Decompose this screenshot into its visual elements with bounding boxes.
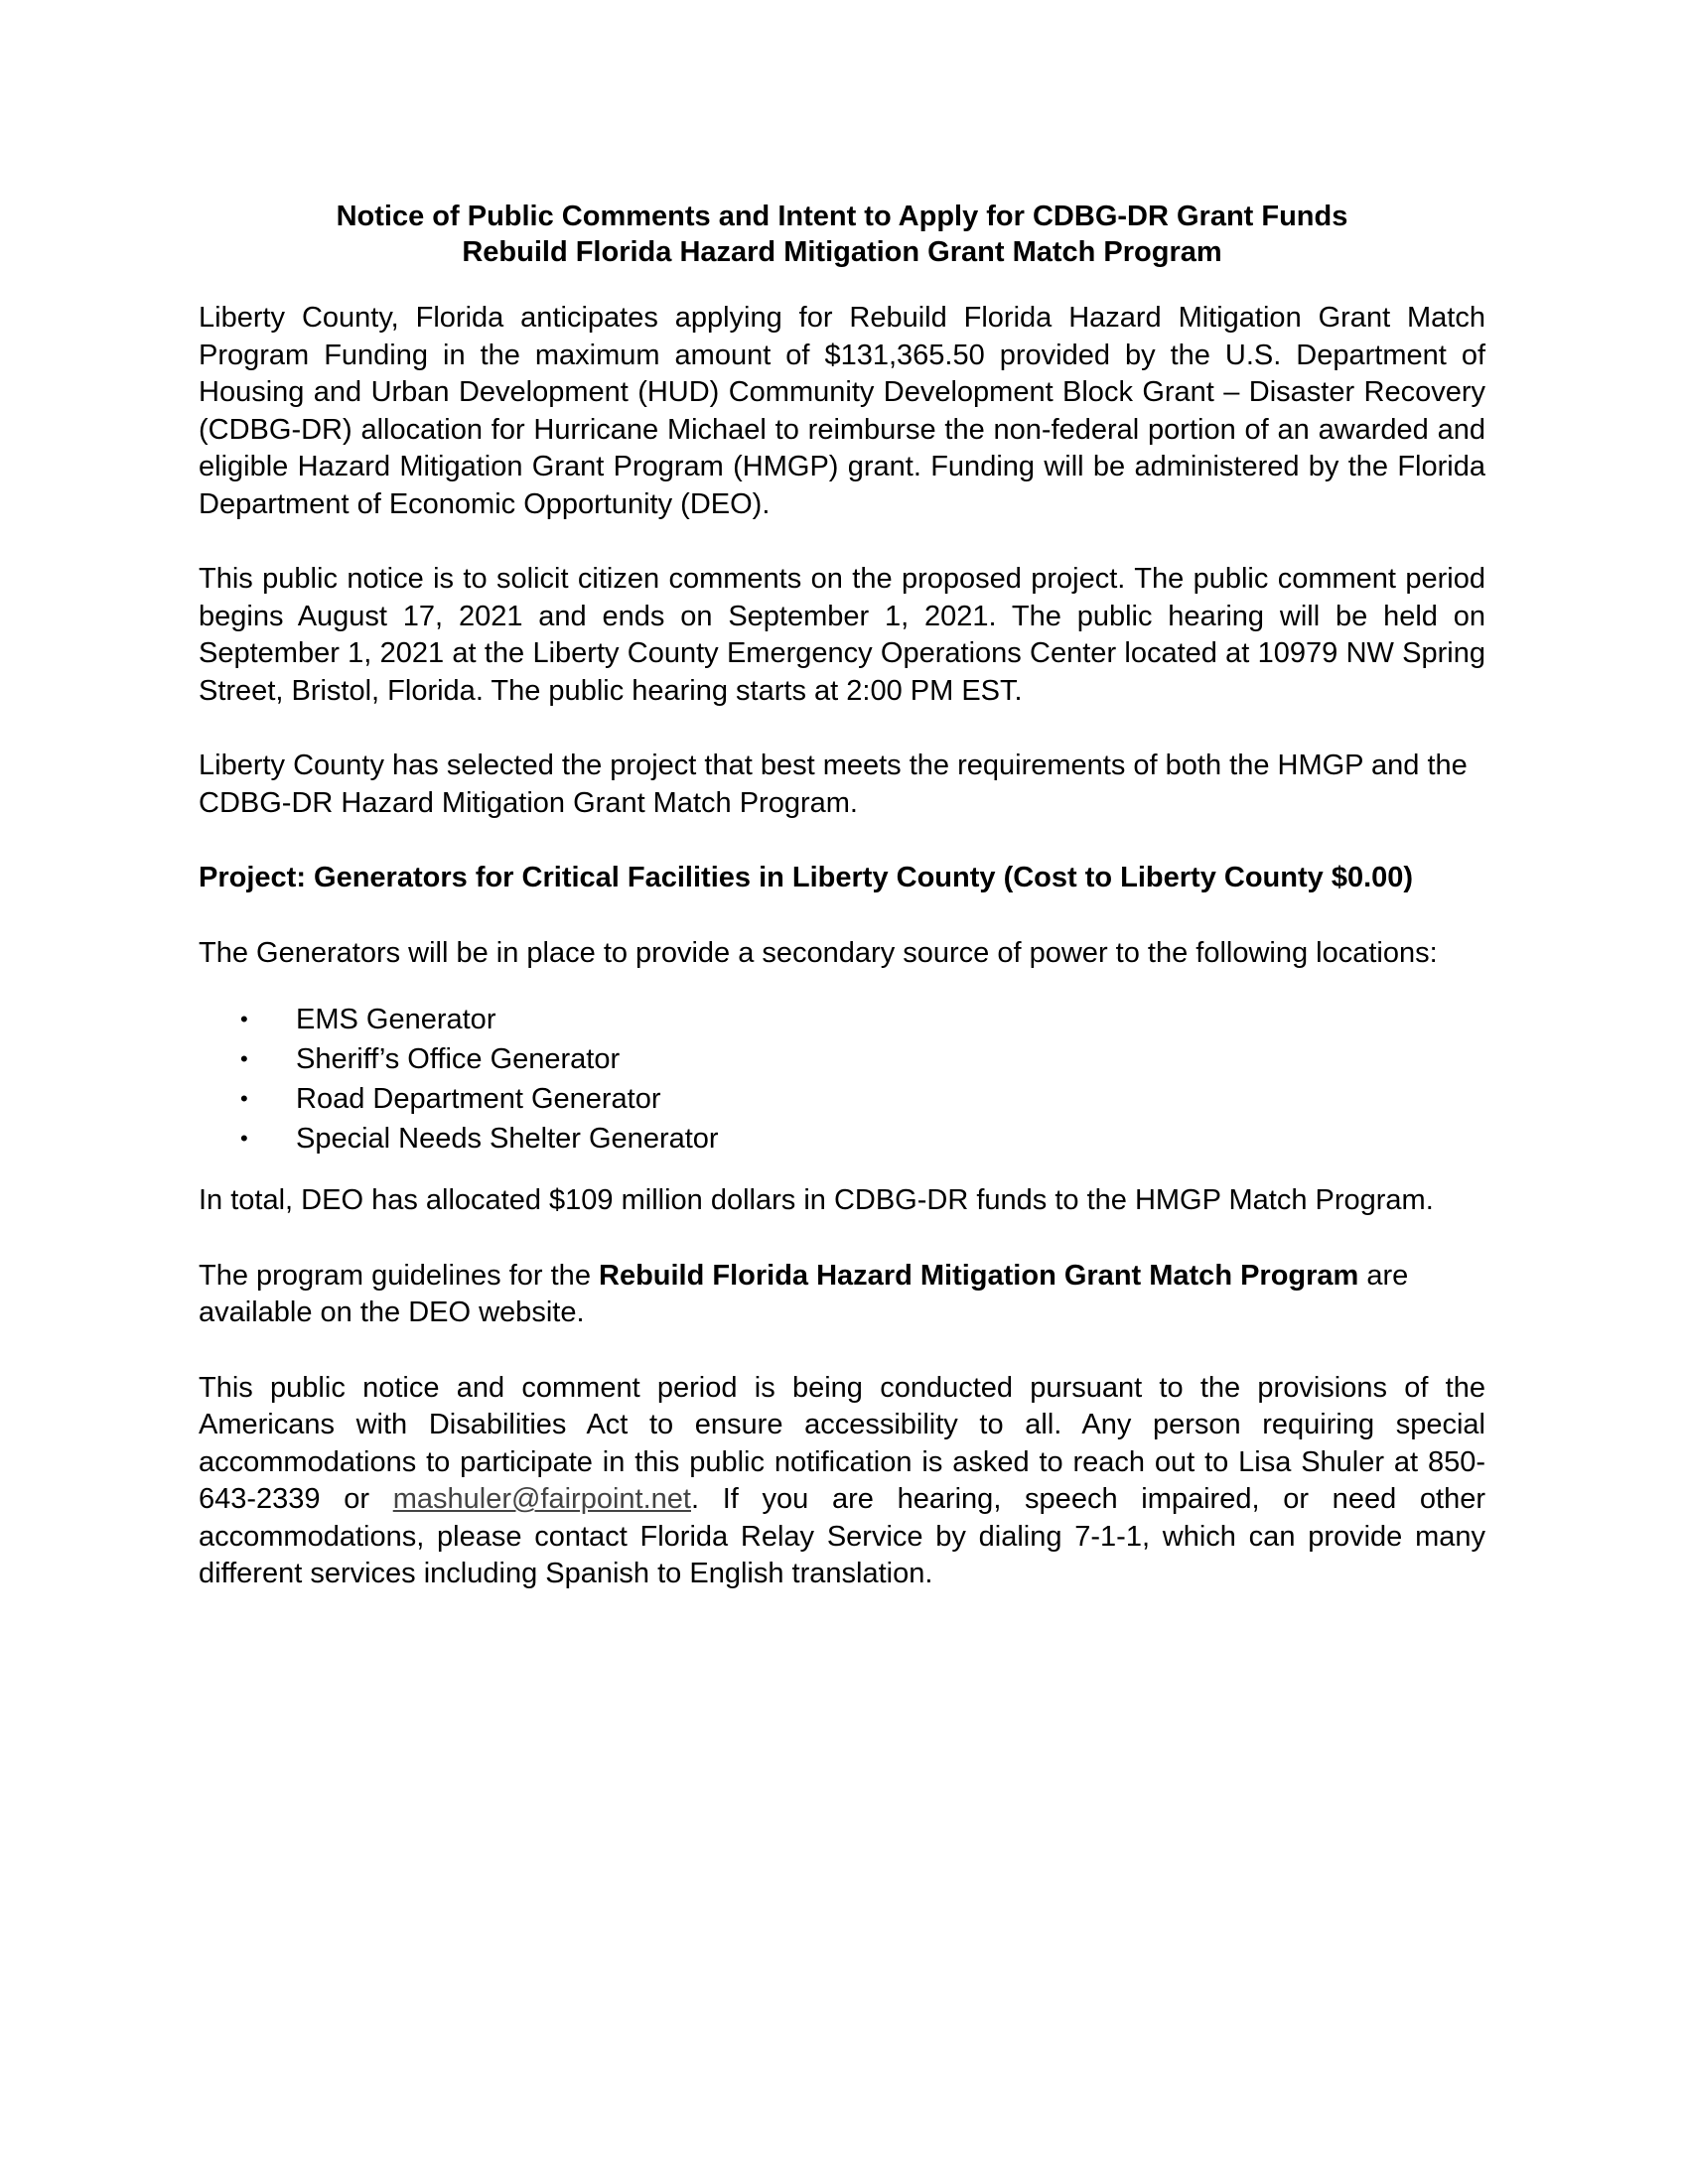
bullet-icon: • — [240, 1086, 248, 1111]
intro-paragraph: Liberty County, Florida anticipates applying for Rebuild Florida Hazard Mitigation Grant Match Program Funding in the maximum amount of $131,365.50 provided by the U.S. Department of Housing and Urban Development (HUD) Community Development Block Grant – Disaster Recovery (CDBG-DR) allocation for Hurricane Michael to reimburse the non-federal portion of an awarded and eligible Hazard Mitigation Grant Program (HMGP) grant. Funding will be administered by the Florida Department of Economic Opportunity (DEO). — [199, 302, 1485, 520]
title-line-2: Rebuild Florida Hazard Mitigation Grant Match Program — [462, 236, 1222, 268]
project-heading: Project: Generators for Critical Facilities in Liberty County (Cost to Liberty County $0.00) — [199, 862, 1414, 893]
document-page — [199, 199, 1485, 1631]
total-allocation-paragraph: In total, DEO has allocated $109 million dollars in CDBG-DR funds to the HMGP Match Program. — [199, 1184, 1434, 1216]
location-label: Special Needs Shelter Generator — [296, 1123, 719, 1155]
bullet-icon: • — [240, 1007, 248, 1031]
location-label: Road Department Generator — [296, 1083, 661, 1115]
selection-paragraph: Liberty County has selected the project that best meets the requirements of both the HMGP and the CDBG-DR Hazard Mitigation Grant Match Program. — [199, 750, 1468, 819]
bullet-icon: • — [240, 1126, 248, 1151]
list-item — [240, 1039, 1485, 1079]
comment-period-paragraph: This public notice is to solicit citizen comments on the proposed project. The public comment period begins August 17, 2021 and ends on September 1, 2021. The public hearing will be held on September 1, 2021 at the Liberty County Emergency Operations Center located at 10979 NW Spring Street, Bristol, Florida. The public hearing starts at 2:00 PM EST. — [199, 563, 1485, 707]
guidelines-text: The program guidelines for the — [199, 1259, 599, 1292]
list-item — [240, 1119, 1485, 1159]
location-label: EMS Generator — [296, 1004, 496, 1035]
email-link[interactable]: mashuler@fairpoint.net — [392, 1483, 691, 1515]
bullet-icon: • — [240, 1046, 248, 1071]
ada-text-end: . If you are hearing, speech impaired, or need other accommodations, please contact Florida Relay Service by dialing 7-1-1, which can provide many different services including Spanish to English translation. — [199, 1483, 1485, 1589]
list-item — [240, 1000, 1485, 1039]
location-label: Sheriff’s Office Generator — [296, 1043, 621, 1075]
ada-text: This public notice and comment period is being conducted pursuant to the provisions of the Americans with Disabilities Act to ensure accessibility to all. Any person requiring special accommodations to participate in this public notification is asked to reach out to Lisa Shuler at 850-643-2339 or — [199, 1371, 1485, 1515]
title-line-1: Notice of Public Comments and Intent to Apply for CDBG-DR Grant Funds — [336, 201, 1348, 232]
generators-intro: The Generators will be in place to provide a secondary source of power to the following locations: — [199, 936, 1438, 969]
guidelines-paragraph — [199, 1258, 1485, 1332]
ada-paragraph — [199, 1370, 1485, 1593]
program-name: Rebuild Florida Hazard Mitigation Grant Match Program — [599, 1259, 1359, 1292]
guidelines-text-end: are available on the DEO website. — [199, 1259, 1409, 1328]
list-item — [240, 1079, 1485, 1119]
locations-list — [199, 1000, 1485, 1159]
document-title — [199, 199, 1485, 270]
